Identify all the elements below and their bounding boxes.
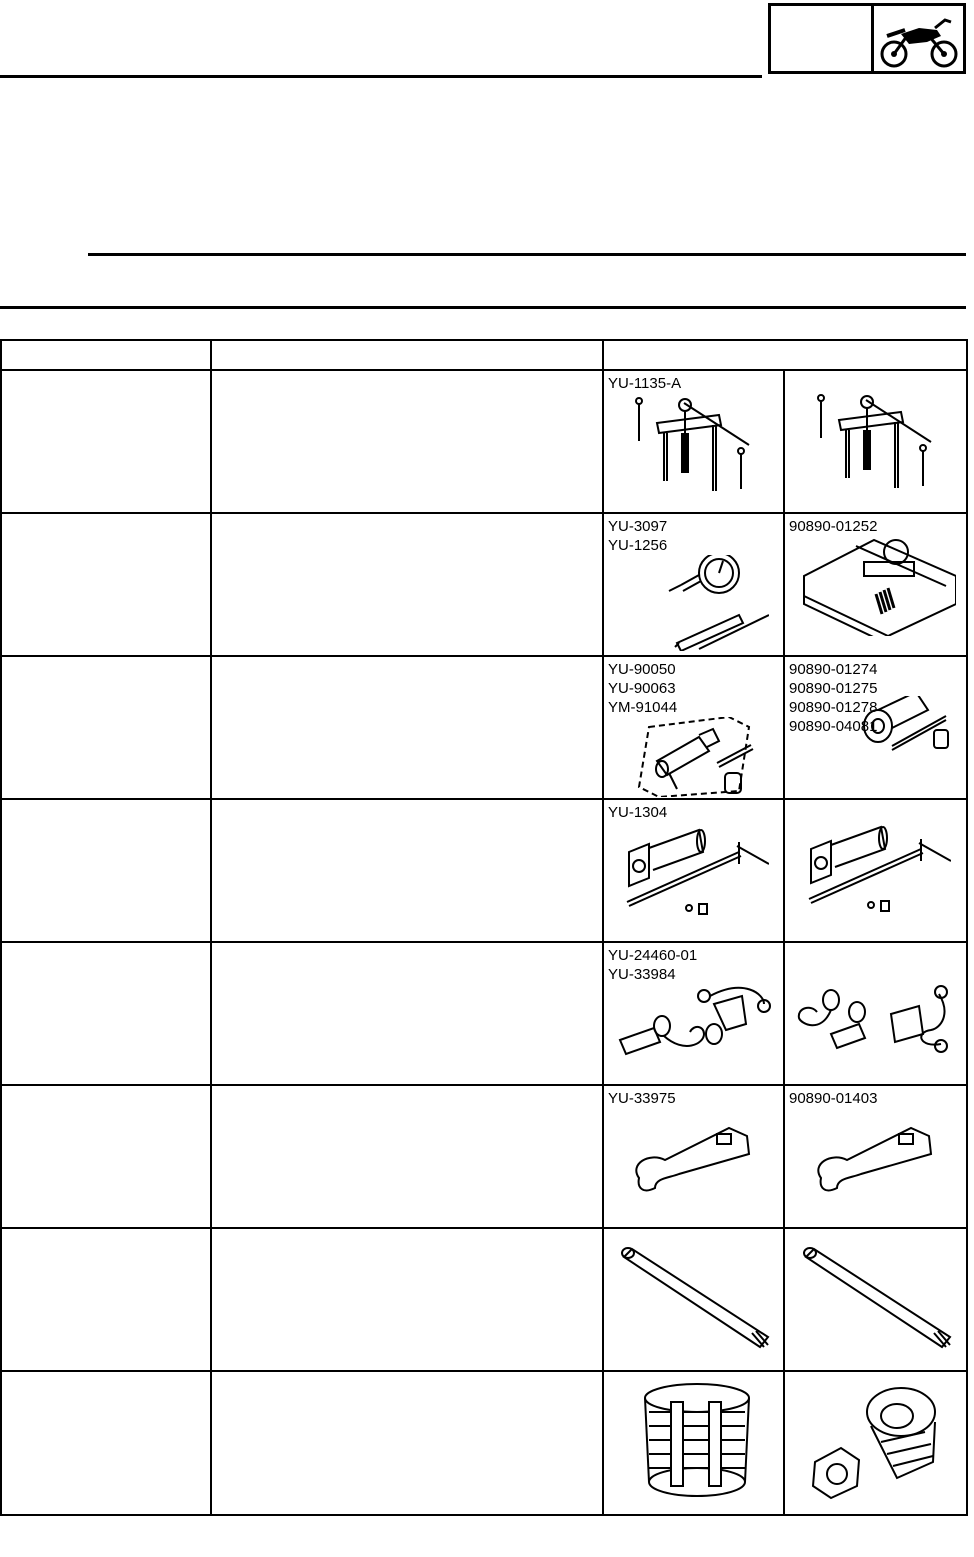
us-tool-code: YU-33975 [608, 1090, 676, 1107]
description-cell [211, 1228, 603, 1371]
us-tool-cell [603, 1085, 784, 1228]
icon-box-divider [871, 6, 874, 71]
table-row [1, 1085, 967, 1228]
us-tool-cell [603, 1228, 784, 1371]
table-row [1, 1371, 967, 1515]
t-handle-rod-icon [614, 1247, 774, 1357]
section-icon-box [768, 3, 966, 74]
us-tool-code: YU-90050 YU-90063 YM-91044 [608, 661, 678, 716]
us-tool-cell [603, 942, 784, 1085]
table-row [1, 513, 967, 656]
damper-rod-holder-icon [629, 1382, 759, 1502]
damper-rod-holder-icon [801, 1382, 951, 1502]
us-tool-cell [603, 799, 784, 942]
tool-name-cell [1, 513, 211, 656]
dial-gauge-icon [619, 555, 769, 651]
us-tool-code: YU-1304 [608, 804, 668, 821]
eu-tool-cell [784, 1371, 967, 1515]
dial-gauge-case-icon [796, 536, 956, 636]
crankcase-separating-tool-icon [629, 393, 759, 491]
header-tool-name [1, 340, 211, 370]
crankcase-separating-tool-icon [811, 390, 941, 488]
motorcycle-icon [879, 14, 959, 70]
radiator-cap-tester-icon [614, 984, 774, 1060]
eu-tool-code: 90890-01274 90890-01275 90890-01278 90890-04081 [789, 661, 878, 735]
eu-tool-code [785, 943, 966, 946]
eu-tool-code: 90890-01403 [789, 1090, 878, 1107]
section-rule [88, 253, 966, 256]
radiator-cap-tester-icon [791, 984, 961, 1064]
table-top-rule [0, 306, 966, 309]
table-row [1, 656, 967, 799]
header-description [211, 340, 603, 370]
description-cell [211, 1085, 603, 1228]
table-header-row [1, 340, 967, 370]
table-row [1, 1228, 967, 1371]
crankshaft-installing-tool-icon [629, 717, 759, 797]
tool-name-cell [1, 1228, 211, 1371]
eu-tool-cell [784, 942, 967, 1085]
us-tool-code: YU-24460-01 YU-33984 [608, 947, 698, 983]
eu-tool-cell [784, 1085, 967, 1228]
eu-tool-code: 90890-01252 [789, 518, 878, 535]
tool-name-cell [1, 370, 211, 513]
eu-tool-cell [784, 1228, 967, 1371]
piston-pin-puller-icon [801, 819, 951, 915]
description-cell [211, 799, 603, 942]
steering-nut-wrench-icon [629, 1108, 759, 1198]
special-tools-table [0, 339, 968, 1516]
tool-name-cell [1, 1371, 211, 1515]
description-cell [211, 942, 603, 1085]
tool-name-cell [1, 656, 211, 799]
header-rule [0, 75, 762, 78]
eu-tool-code [785, 800, 966, 803]
t-handle-rod-icon [796, 1247, 956, 1357]
us-tool-code: YU-3097 YU-1256 [608, 518, 668, 554]
eu-tool-cell [784, 370, 967, 513]
us-tool-cell [603, 370, 784, 513]
eu-tool-cell [784, 799, 967, 942]
us-tool-code: YU-1135-A [608, 375, 682, 392]
description-cell [211, 1371, 603, 1515]
steering-nut-wrench-icon [811, 1108, 941, 1198]
us-tool-cell [603, 656, 784, 799]
table-row [1, 370, 967, 513]
piston-pin-puller-icon [619, 822, 769, 918]
header-tool-number [603, 340, 967, 370]
description-cell [211, 656, 603, 799]
eu-tool-code [785, 371, 966, 374]
eu-tool-cell [784, 656, 967, 799]
table-row [1, 942, 967, 1085]
us-tool-cell [603, 1371, 784, 1515]
description-cell [211, 513, 603, 656]
tool-name-cell [1, 942, 211, 1085]
tool-name-cell [1, 1085, 211, 1228]
table-row [1, 799, 967, 942]
eu-tool-cell [784, 513, 967, 656]
tool-name-cell [1, 799, 211, 942]
us-tool-cell [603, 513, 784, 656]
description-cell [211, 370, 603, 513]
